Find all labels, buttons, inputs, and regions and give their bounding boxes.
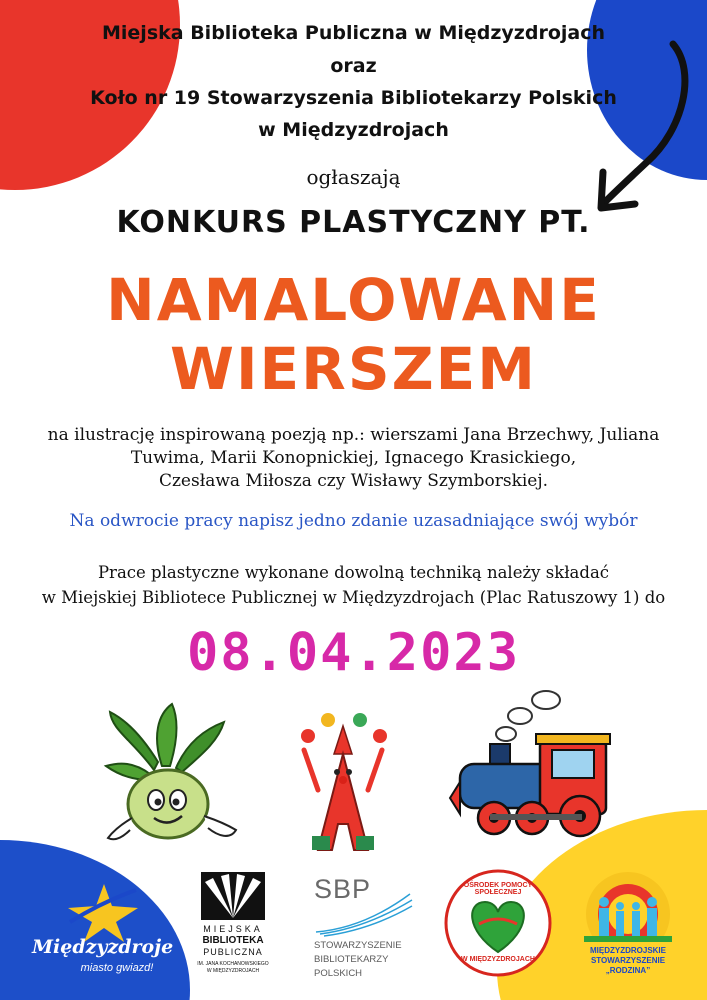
sbp-swoosh-icon [314,892,414,938]
submission-info [0,560,707,610]
rodzina-line: MIĘDZYZDROJSKIE [589,946,666,955]
contest-title-line1: NAMALOWANE [106,266,601,334]
organizer-library: Miejska Biblioteka Publiczna w Międzyzdrojach [102,22,605,44]
miedzyzdroje-script: Międzyzdroje [32,936,174,958]
contest-label: KONKURS PLASTYCZNY PT. [116,205,591,240]
description-line: na ilustrację inspirowaną poezją np.: wierszami Jana Brzechwy, Juliana [47,425,660,445]
description-line: Tuwima, Marii Konopnickiej, Ignacego Krasickiego, [130,448,577,468]
kohlrabi-illustration [92,700,252,860]
library-logo-line: IM. JANA KOCHANOWSKIEGO [197,961,269,967]
reverse-note: Na odwrocie pracy napisz jedno zdanie uzasadniające swój wybór [69,511,638,531]
organizer-association: Koło nr 19 Stowarzyszenia Bibliotekarzy Polskich [90,87,617,109]
library-logo [193,872,273,990]
ops-logo [443,868,553,978]
juggling-letter-a-illustration [288,710,398,858]
star-icon [66,882,140,942]
library-logo-line: PUBLICZNA [203,947,263,957]
deadline-date: 08.04.2023 [186,623,521,683]
library-logo-line: BIBLIOTEKA [202,935,264,946]
sbp-line: STOWARZYSZENIE [314,940,402,951]
organizer-location: w Międzyzdrojach [258,119,449,141]
sbp-line: POLSKICH [314,968,363,979]
sbp-line: BIBLIOTEKARZY [314,954,389,965]
ops-arc-bottom: W MIĘDZYZDROJACH [461,956,535,963]
family-sun-icon [584,870,672,942]
announce-text: ogłaszają [306,165,401,189]
rising-sun-icon [201,872,265,920]
submission-line: Prace plastyczne wykonane dowolną techniką należy składać [97,563,610,582]
contest-title-line2: WIERSZEM [169,335,537,403]
miedzyzdroje-logo [32,882,172,982]
miedzyzdroje-tagline: miasto gwiazd! [80,962,154,974]
library-logo-line: MIEJSKA [203,924,263,934]
sbp-abbr: SBP [314,874,372,904]
rodzina-line: STOWARZYSZENIE [590,956,666,965]
contest-description [0,424,707,493]
organizer-conjunction: oraz [330,55,377,77]
locomotive-illustration [440,688,616,840]
submission-line: w Miejskiej Bibliotece Publicznej w Międzyzdrojach (Plac Ratuszowy 1) do [41,588,666,607]
rodzina-logo [578,870,678,980]
library-logo-line: W MIĘDZYZDROJACH [206,968,260,974]
rodzina-line: „RODZINA” [605,966,651,975]
sbp-logo [310,874,414,988]
ops-arc-top: OŚRODEK POMOCY SPOŁECZNEJ [463,882,533,896]
description-line: Czesława Miłosza czy Wisławy Szymborskiej. [158,471,549,491]
